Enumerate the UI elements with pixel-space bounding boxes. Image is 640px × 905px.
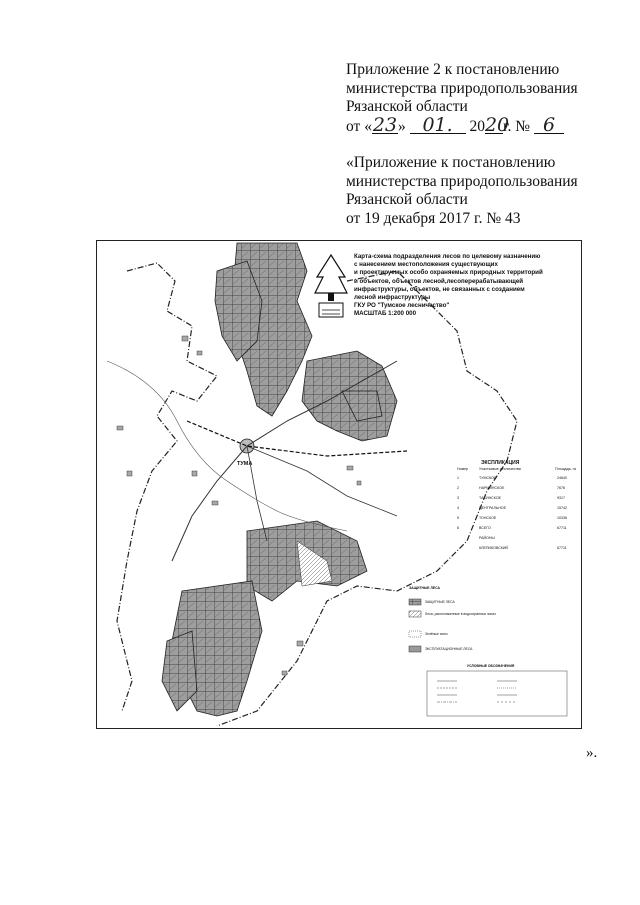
legend-row: [457, 535, 577, 545]
map-title-line: лесной инфраструктуры: [354, 294, 431, 302]
legend-area: 9317: [557, 496, 565, 500]
appendix-line-1: Приложение 2 к постановлению: [346, 61, 560, 78]
legend-area: 24640: [557, 476, 567, 480]
legend-row: [457, 545, 577, 555]
date-day: 23: [372, 113, 398, 136]
date-year-prefix: 20: [469, 117, 485, 135]
appendix-line-2: министерства природопользования: [346, 79, 578, 97]
legend2-item: Леса, расположенные в водоохранных зонах: [425, 612, 496, 616]
legend-number: 3: [457, 496, 459, 500]
legend-number: 4: [457, 506, 459, 510]
legend-number: 6: [457, 526, 459, 530]
legend-head-number: Номер: [457, 467, 469, 471]
ref-line-3: Рязанской области: [346, 191, 468, 208]
map-title-line: инфраструктуры, объектов, не связанных с созданием: [354, 285, 525, 293]
legend-area: 15742: [557, 506, 567, 510]
map-title-line: Карта-схема подразделения лесов по целевому назначению: [354, 253, 541, 260]
map-title-line: и проектируемых особо охраняемых природных территорий: [354, 269, 543, 277]
legend-name: ВСЕГО: [479, 526, 491, 530]
legend-number: 2: [457, 486, 459, 490]
ref-line-2: министерства природопользования: [346, 172, 578, 190]
map-title-line: и объектов, объектов лесной,лесоперерабатывающей: [354, 277, 524, 285]
legend-row: [457, 505, 577, 515]
legend-head-name: Участковые лесничества: [479, 467, 521, 471]
legend-title: ЭКСПЛИКАЦИЯ: [481, 460, 520, 466]
town-label: ТУМА: [237, 461, 253, 467]
legend-name: НАРМИНСКОЕ: [479, 486, 505, 490]
legend2-item: ЗАЩИТНЫЕ ЛЕСА: [425, 600, 455, 604]
legend-area: 67711: [557, 526, 567, 530]
symbol-legend: [427, 671, 567, 716]
legend-name: РАЙОНЫ: [479, 536, 495, 540]
map-title: [354, 253, 576, 319]
appendix-date-line: [346, 113, 578, 137]
date-number-prefix: г. №: [502, 117, 531, 135]
road: [172, 446, 247, 561]
legend-number: [457, 536, 464, 542]
legend-number: 5: [457, 516, 459, 520]
legend-name: ТУМСКОЕ: [479, 476, 497, 480]
legend-row: [457, 475, 577, 485]
legend-area: 67711: [557, 546, 567, 550]
ref-line-1: «Приложение к постановлению: [346, 154, 556, 171]
legend-row: [457, 515, 577, 525]
map-title-line: ГКУ РО "Тумское лесничество": [354, 302, 450, 310]
legend-name: ТАСИНСКОЕ: [479, 496, 502, 500]
legend-area: 7676: [557, 486, 565, 490]
original-reference: [346, 154, 578, 228]
legend-swatches: [409, 599, 421, 652]
legend-number: 1: [457, 476, 459, 480]
date-number: 6: [534, 117, 564, 134]
legend-name: КЛЕПИКОВСКИЙ: [479, 546, 508, 550]
legend-area: 10336: [557, 516, 567, 520]
legend-name: ЦЕНТРАЛЬНОЕ: [479, 506, 506, 510]
closing-mark: ».: [586, 745, 598, 761]
legend-row: [457, 525, 577, 535]
date-prefix: от «: [346, 117, 372, 135]
appendix-header: [346, 61, 578, 136]
map-title-line: с нанесением местоположения существующих: [354, 261, 498, 269]
forest-map: [96, 240, 582, 729]
symbols-legend-title: УСЛОВНЫЕ ОБОЗНАЧЕНИЯ: [467, 664, 515, 668]
legend2-item: ЭКСПЛУАТАЦИОННЫЕ ЛЕСА: [425, 647, 473, 651]
appendix-line-3: Рязанской области: [346, 98, 468, 115]
legend-row: [457, 485, 577, 495]
date-month: 01.: [410, 117, 466, 134]
date-year-suffix: 20: [484, 113, 510, 136]
legend-name: ТОНСКОЕ: [479, 516, 497, 520]
legend-row: [457, 495, 577, 505]
legend-head-area: Площадь, га: [555, 467, 576, 471]
legend-number: [457, 546, 464, 552]
legend2-item: Зелёные зоны: [425, 632, 448, 636]
road: [247, 446, 397, 516]
forestry-logo-icon: [313, 253, 349, 319]
protected-forest-legend-title: ЗАЩИТНЫЕ ЛЕСА: [409, 586, 440, 590]
map-title-line: МАСШТАБ 1:200 000: [354, 310, 417, 318]
date-mid: »: [397, 117, 406, 135]
ref-line-4: от 19 декабря 2017 г. № 43: [346, 209, 521, 227]
